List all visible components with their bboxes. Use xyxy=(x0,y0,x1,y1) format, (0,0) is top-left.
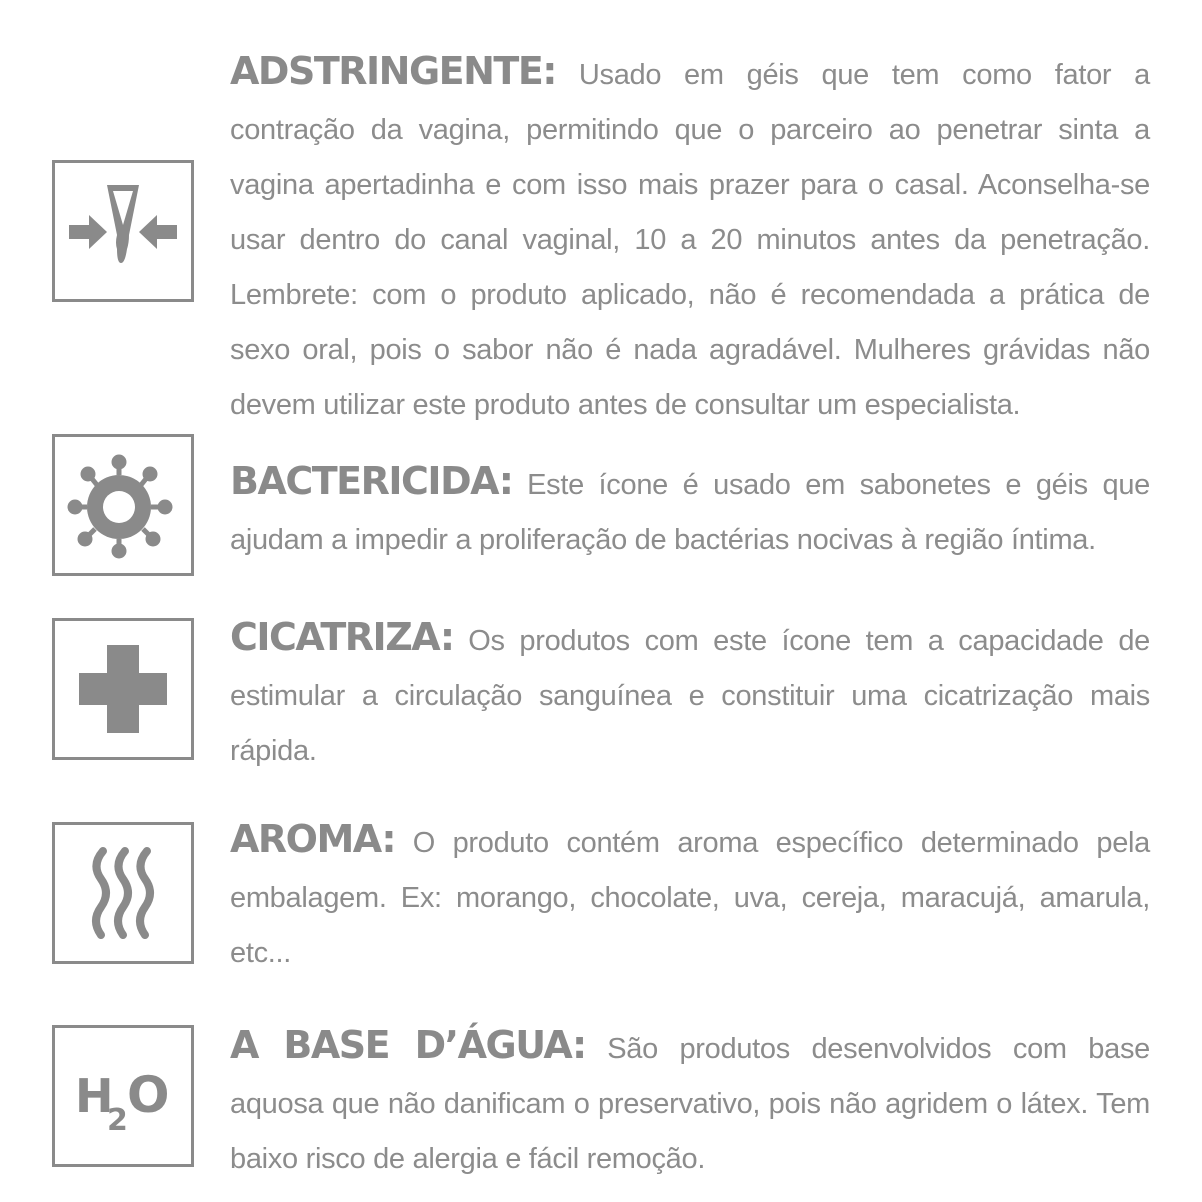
term-label: BACTERICIDA: xyxy=(230,459,513,503)
term-description: Este ícone é usado em sabonetes e géis que ajudam a impedir a proliferação de bactérias nocivas à região íntima. xyxy=(230,469,1150,556)
term-description: O produto contém aroma específico determinado pela embalagem. Ex: morango, chocolate, uva, cereja, maracujá, amarula, etc... xyxy=(230,827,1150,969)
h2o-o-glyph: O xyxy=(127,1066,170,1124)
term-label: CICATRIZA: xyxy=(230,615,454,659)
h2o-two-glyph: 2 xyxy=(107,1103,128,1138)
term-label: A BASE D’ÁGUA: xyxy=(230,1023,586,1067)
bacteria-icon xyxy=(55,437,191,573)
water-h2o-icon xyxy=(55,1028,191,1164)
entry-adstringente xyxy=(230,44,1150,433)
entry-bactericida xyxy=(230,454,1150,568)
water-icon-box xyxy=(52,1025,194,1167)
term-label: AROMA: xyxy=(230,817,396,861)
aroma-icon-box xyxy=(52,822,194,964)
cross-icon xyxy=(55,621,191,757)
astringent-icon-box xyxy=(52,160,194,302)
cross-icon-box xyxy=(52,618,194,760)
entry-base-agua xyxy=(230,1018,1150,1187)
term-label: ADSTRINGENTE: xyxy=(230,49,556,93)
aroma-waves-icon xyxy=(55,825,191,961)
h2o-h-glyph: H xyxy=(75,1069,114,1123)
bacteria-icon-box xyxy=(52,434,194,576)
astringent-icon xyxy=(55,163,191,299)
term-description: Os produtos com este ícone tem a capacidade de estimular a circulação sanguínea e constituir uma cicatrização mais rápida. xyxy=(230,625,1150,767)
term-description: São produtos desenvolvidos com base aquosa que não danificam o preservativo, pois não agridem o látex. Tem baixo risco de alergia e fácil remoção. xyxy=(230,1033,1150,1175)
term-description: Usado em géis que tem como fator a contração da vagina, permitindo que o parceiro ao penetrar sinta a vagina apertadinha e com isso mais prazer para o casal. Aconselha-se usar dentro do canal vaginal, 10 a 20 minutos antes da penetração. Lembrete: com o produto aplicado, não é recomendada a prática de sexo oral, pois o sabor não é nada agradável. Mulheres grávidas não devem utilizar este produto antes de consultar um especialista. xyxy=(230,59,1150,421)
entry-cicatriza xyxy=(230,610,1150,779)
entry-aroma xyxy=(230,812,1150,981)
